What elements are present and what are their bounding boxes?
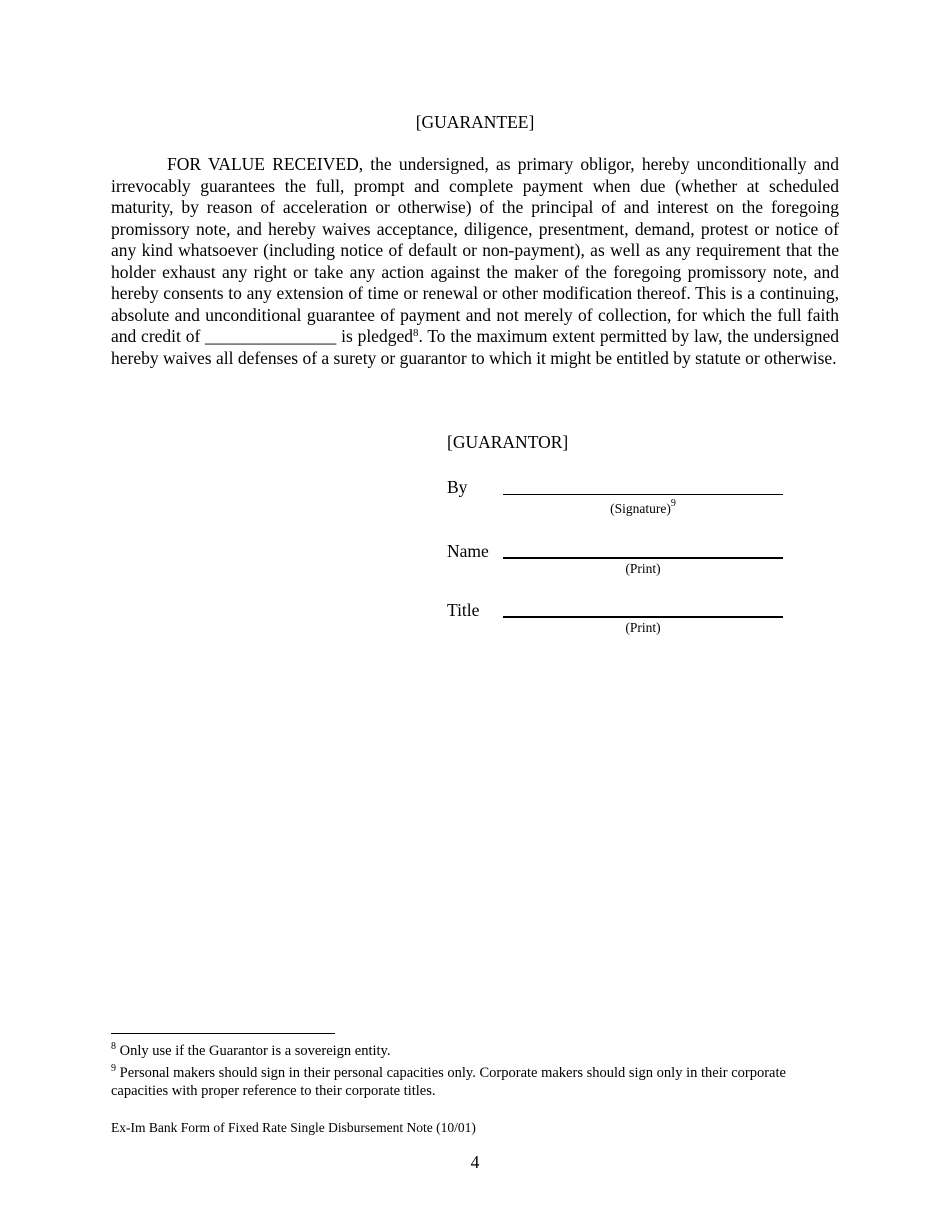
- name-label: Name: [447, 541, 489, 561]
- title-label: Title: [447, 600, 480, 620]
- footnote-number: 9: [111, 1063, 116, 1074]
- footnote-separator: [111, 1033, 335, 1034]
- signature-row-name: [447, 541, 787, 589]
- signature-row-title: [447, 600, 787, 648]
- page-number: 4: [470, 1152, 480, 1172]
- signature-row-by: [447, 477, 787, 525]
- guarantee-text-continued: . To the maximum extent permitted by law, the undersigned hereby waives all defenses of a surety or guarantor to which it might be entitled by statute or otherwise.: [111, 326, 839, 368]
- document-title: [GUARANTEE]: [415, 112, 535, 132]
- footnote-text: Personal makers should sign in their personal capacities only. Corporate makers should sign only in their corporate capacities with proper reference to their corporate titles.: [111, 1065, 786, 1099]
- footnote-8: [111, 1042, 811, 1060]
- footnote-ref-9: 9: [670, 498, 676, 509]
- title-line[interactable]: [503, 616, 783, 618]
- form-footer: Ex-Im Bank Form of Fixed Rate Single Disbursement Note (10/01): [111, 1120, 476, 1135]
- guarantor-heading: [GUARANTOR]: [447, 432, 569, 452]
- footnote-number: 8: [111, 1041, 116, 1052]
- footnote-9: [111, 1064, 811, 1100]
- footnote-ref-8: 8: [412, 327, 419, 339]
- name-caption: (Print): [625, 561, 661, 576]
- signature-caption-text: (Signature): [610, 501, 671, 516]
- name-line[interactable]: [503, 557, 783, 559]
- footnote-text: Only use if the Guarantor is a sovereign entity.: [116, 1043, 391, 1059]
- by-label: By: [447, 477, 468, 497]
- guarantee-text: FOR VALUE RECEIVED, the undersigned, as primary obligor, hereby unconditionally and irrevocably guarantees the full, prompt and complete payment when due (whether at scheduled maturity, by reason of acceleration or otherwise) of the principal of and interest on the foregoing promissory note, and hereby waives acceptance, diligence, presentment, demand, protest or notice of any kind whatsoever (including notice of default or non-payment), as well as any requirement that the holder exhaust any right or take any action against the maker of the foregoing promissory note, and hereby consents to any extension of time or renewal or other modification thereof. This is a continuing, absolute and unconditional guarantee of payment and not merely of collection, for which the full faith and credit of _______________ is pledged: [111, 154, 839, 346]
- signature-line[interactable]: [503, 494, 783, 495]
- title-caption: (Print): [625, 620, 661, 635]
- guarantee-paragraph: [111, 154, 839, 369]
- signature-caption: [503, 498, 783, 517]
